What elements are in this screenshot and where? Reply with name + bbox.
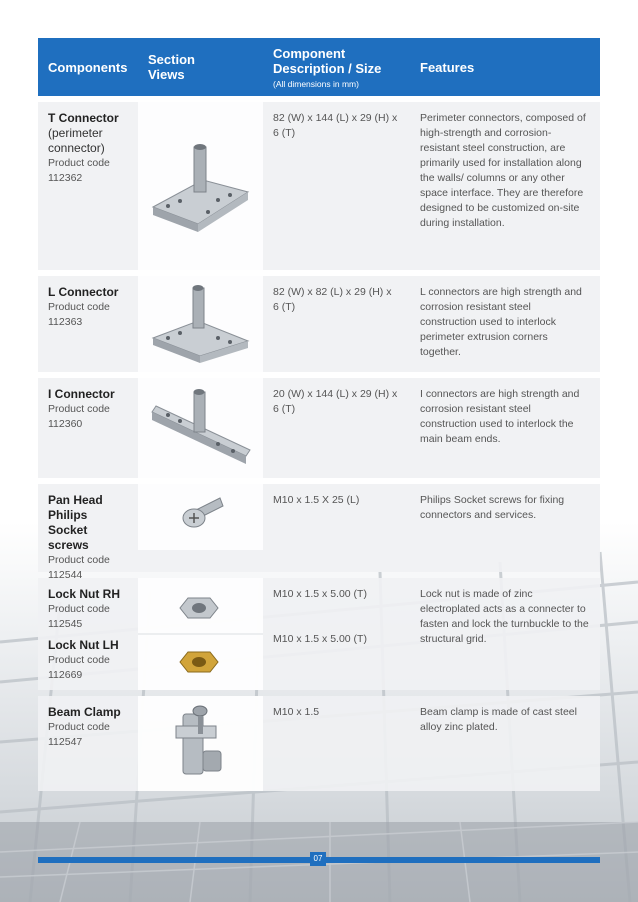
component-features: L connectors are high strength and corrosion resistant steel construction used to interlock perimeter extrusion corners together. — [420, 286, 582, 358]
table-row — [38, 696, 600, 791]
lock-nuts-image — [138, 578, 263, 690]
section-view — [138, 484, 263, 550]
header-description-sub: (All dimensions in mm) — [273, 78, 359, 89]
i-connector-image — [138, 378, 263, 478]
screw-image — [138, 484, 263, 550]
component-size: M10 x 1.5 x 5.00 (T) — [273, 588, 367, 600]
product-code: 112363 — [48, 316, 83, 328]
product-code: 112360 — [48, 418, 83, 430]
section-view — [138, 102, 263, 270]
table-row — [38, 484, 600, 581]
product-code-label: Product code — [48, 157, 110, 169]
table-row — [38, 276, 600, 372]
component-features: I connectors are high strength and corrosion resistant steel construction used to interlock the main beam ends. — [420, 388, 580, 445]
section-view — [138, 696, 263, 791]
component-name-2: Lock Nut LH — [48, 638, 119, 652]
section-view — [138, 578, 263, 690]
product-code-label: Product code — [48, 554, 110, 566]
component-name: Lock Nut RH — [48, 587, 120, 601]
header-description: Component Description / Size (All dimensions in mm) — [263, 38, 410, 96]
product-code-label-2: Product code — [48, 654, 110, 666]
component-name-sub: (perimeter connector) — [48, 126, 105, 155]
product-code-2: 112669 — [48, 669, 83, 681]
product-code-label: Product code — [48, 603, 110, 615]
header-section-views: Section Views — [148, 52, 195, 82]
component-size-2: M10 x 1.5 x 5.00 (T) — [273, 633, 367, 645]
component-size: 82 (W) x 144 (L) x 29 (H) x 6 (T) — [273, 112, 398, 139]
product-code-label: Product code — [48, 403, 110, 415]
l-connector-image — [138, 276, 263, 372]
product-code-label: Product code — [48, 721, 110, 733]
component-size: M10 x 1.5 — [273, 706, 320, 718]
component-features: Lock nut is made of zinc electroplated acts as a connecter to fasten and lock the turnbuckle to the structural grid. — [420, 588, 589, 645]
section-view — [138, 378, 263, 478]
product-code: 112544 — [48, 569, 83, 581]
component-size: 20 (W) x 144 (L) x 29 (H) x 6 (T) — [273, 388, 398, 415]
table-header — [38, 38, 600, 96]
table-row — [38, 378, 600, 478]
product-code-label: Product code — [48, 301, 110, 313]
component-name: Beam Clamp — [48, 705, 121, 719]
page-number: 07 — [310, 852, 326, 866]
header-features: Features — [420, 59, 475, 75]
table-row — [38, 102, 600, 270]
t-connector-image — [138, 102, 263, 270]
section-view — [138, 276, 263, 372]
component-name: T Connector — [48, 111, 119, 125]
component-name: L Connector — [48, 285, 119, 299]
table-row — [38, 578, 600, 690]
component-features: Perimeter connectors, composed of high-strength and corrosion-resistant steel construction, are primarily used for installation along the walls/ columns or any other space interface. They are therefore designed to be customized on-site during installation. — [420, 112, 586, 229]
component-size: 82 (W) x 82 (L) x 29 (H) x 6 (T) — [273, 286, 392, 313]
components-table — [38, 38, 600, 791]
component-features: Philips Socket screws for fixing connectors and services. — [420, 494, 565, 521]
component-name: Pan Head Philips Socket screws — [48, 493, 103, 552]
product-code: 112362 — [48, 172, 83, 184]
component-size: M10 x 1.5 X 25 (L) — [273, 494, 360, 506]
component-features: Beam clamp is made of cast steel alloy zinc plated. — [420, 706, 577, 733]
component-name: I Connector — [48, 387, 115, 401]
product-code: 112547 — [48, 736, 83, 748]
beam-clamp-image — [138, 696, 263, 791]
product-code: 112545 — [48, 618, 83, 630]
header-components: Components — [48, 59, 128, 75]
